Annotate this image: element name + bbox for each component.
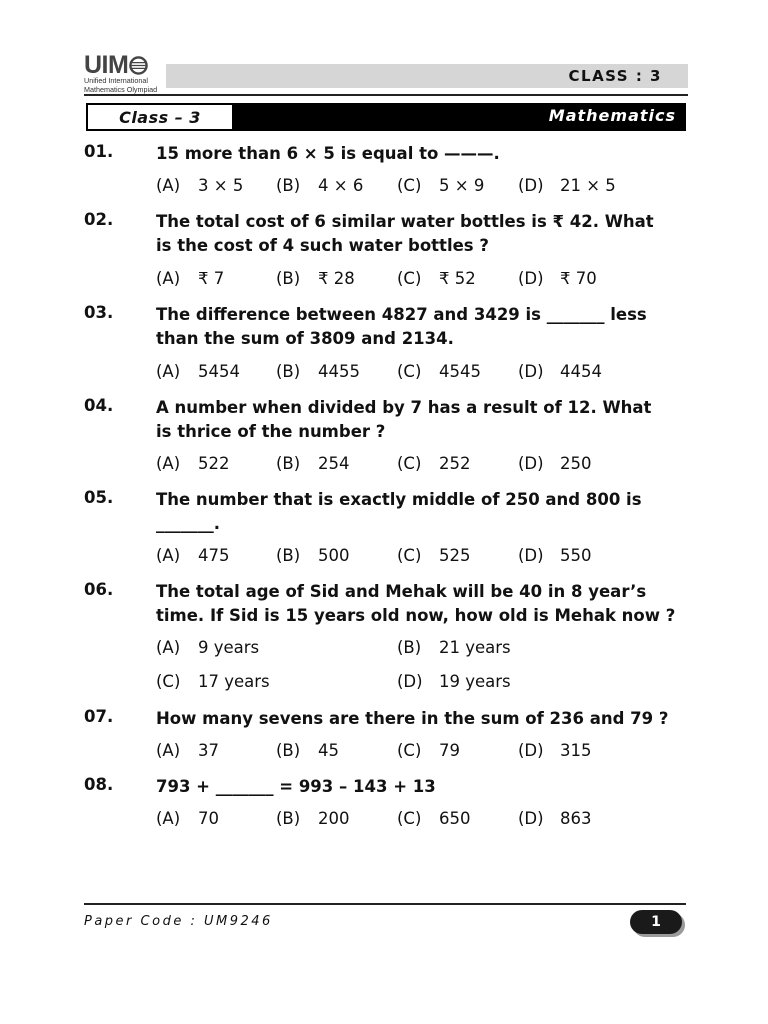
question-4 [84, 396, 688, 473]
option-label: (D) [518, 546, 544, 565]
option-value: 17 years [198, 672, 270, 691]
logo-mark [84, 51, 166, 79]
option-label: (C) [397, 454, 422, 473]
question-number: 01. [84, 142, 114, 161]
option-a[interactable] [156, 546, 230, 565]
option-value: 45 [318, 741, 339, 760]
option-a[interactable] [156, 454, 230, 473]
option-value: ₹ 28 [318, 269, 355, 288]
question-3 [84, 303, 688, 381]
option-label: (D) [518, 741, 544, 760]
option-value: 4455 [318, 362, 360, 381]
option-value: 19 years [439, 672, 511, 691]
option-b[interactable] [276, 741, 339, 760]
option-value: 254 [318, 454, 350, 473]
question-number: 03. [84, 303, 114, 322]
question-2 [84, 210, 688, 288]
option-label: (C) [397, 362, 422, 381]
option-value: 4454 [560, 362, 602, 381]
option-label: (A) [156, 546, 181, 565]
option-label: (B) [276, 362, 301, 381]
question-line: time. If Sid is 15 years old now, how old is Mehak now ? [156, 606, 676, 625]
header-rule [84, 94, 688, 96]
option-label: (B) [276, 176, 301, 195]
option-b[interactable] [276, 176, 363, 195]
option-value: 315 [560, 741, 592, 760]
question-line: The difference between 4827 and 3429 is _______ less [156, 305, 647, 324]
option-a[interactable] [156, 362, 240, 381]
option-b[interactable] [397, 638, 511, 657]
option-value: 4545 [439, 362, 481, 381]
option-value: 3 × 5 [198, 176, 244, 195]
option-a[interactable] [156, 809, 219, 828]
globe-icon [129, 56, 148, 75]
option-d[interactable] [518, 546, 592, 565]
question-line: A number when divided by 7 has a result of 12. What [156, 398, 652, 417]
option-c[interactable] [397, 176, 484, 195]
option-value: 4 × 6 [318, 176, 364, 195]
option-c[interactable] [156, 672, 270, 691]
question-7 [84, 707, 688, 760]
question-line: How many sevens are there in the sum of 236 and 79 ? [156, 709, 669, 728]
question-6 [84, 580, 688, 691]
option-label: (A) [156, 269, 181, 288]
option-label: (D) [518, 269, 544, 288]
option-label: (D) [518, 362, 544, 381]
option-b[interactable] [276, 269, 355, 288]
option-d[interactable] [518, 741, 592, 760]
question-text [156, 488, 688, 536]
option-c[interactable] [397, 454, 471, 473]
option-label: (B) [276, 809, 301, 828]
logo-subtitle-2: Mathematics Olympiad [84, 85, 158, 94]
option-label: (C) [397, 809, 422, 828]
logo-text: UIM [84, 51, 129, 79]
option-value: 522 [198, 454, 230, 473]
question-text [156, 775, 688, 799]
option-value: 79 [439, 741, 460, 760]
page-number: 1 [630, 910, 682, 934]
question-line: is the cost of 4 such water bottles ? [156, 236, 489, 255]
footer-rule [84, 903, 686, 905]
option-label: (A) [156, 809, 181, 828]
option-value: 252 [439, 454, 471, 473]
option-value: 21 × 5 [560, 176, 616, 195]
question-text [156, 580, 688, 628]
option-label: (C) [397, 269, 422, 288]
option-label: (C) [397, 176, 422, 195]
option-d[interactable] [518, 362, 602, 381]
option-value: 500 [318, 546, 350, 565]
option-c[interactable] [397, 546, 471, 565]
class-strip [166, 64, 688, 88]
option-b[interactable] [276, 362, 360, 381]
logo-subtitle-1: Unified International [84, 76, 148, 85]
option-value: 550 [560, 546, 592, 565]
option-value: 5454 [198, 362, 240, 381]
option-label: (A) [156, 638, 181, 657]
question-line: than the sum of 3809 and 2134. [156, 329, 454, 348]
option-label: (B) [276, 546, 301, 565]
option-label: (A) [156, 454, 181, 473]
question-text [156, 396, 688, 444]
option-a[interactable] [156, 741, 219, 760]
question-line: The total cost of 6 similar water bottles is ₹ 42. What [156, 212, 654, 231]
option-value: 650 [439, 809, 471, 828]
question-number: 02. [84, 210, 114, 229]
option-value: 5 × 9 [439, 176, 485, 195]
question-text [156, 303, 688, 351]
option-label: (A) [156, 176, 181, 195]
question-text [156, 707, 688, 731]
option-d[interactable] [518, 454, 592, 473]
question-8 [84, 775, 688, 828]
option-value: 37 [198, 741, 219, 760]
option-value: ₹ 52 [439, 269, 476, 288]
option-label: (D) [518, 454, 544, 473]
question-number: 05. [84, 488, 114, 507]
option-value: 863 [560, 809, 592, 828]
option-c[interactable] [397, 741, 460, 760]
option-b[interactable] [276, 546, 350, 565]
option-c[interactable] [397, 809, 471, 828]
question-number: 08. [84, 775, 114, 794]
question-line: is thrice of the number ? [156, 422, 386, 441]
option-label: (D) [397, 672, 423, 691]
class-label: CLASS : 3 [568, 67, 662, 85]
question-text [156, 142, 688, 166]
option-label: (D) [518, 809, 544, 828]
question-line: The number that is exactly middle of 250 and 800 is [156, 490, 642, 509]
logo [84, 51, 166, 98]
option-label: (A) [156, 741, 181, 760]
class-title: Class – 3 [88, 105, 232, 129]
option-value: ₹ 7 [198, 269, 225, 288]
question-1 [84, 142, 688, 195]
option-label: (B) [276, 454, 301, 473]
question-number: 04. [84, 396, 114, 415]
question-5 [84, 488, 688, 565]
option-value: 9 years [198, 638, 260, 657]
option-d[interactable] [518, 809, 592, 828]
option-label: (B) [397, 638, 422, 657]
option-value: 250 [560, 454, 592, 473]
option-label: (B) [276, 269, 301, 288]
option-value: 525 [439, 546, 471, 565]
option-value: 21 years [439, 638, 511, 657]
option-a[interactable] [156, 638, 259, 657]
question-line: 15 more than 6 × 5 is equal to ———. [156, 144, 500, 163]
question-line: The total age of Sid and Mehak will be 40 in 8 year’s [156, 582, 647, 601]
option-a[interactable] [156, 176, 243, 195]
option-d[interactable] [518, 269, 597, 288]
option-label: (C) [397, 546, 422, 565]
question-number: 07. [84, 707, 114, 726]
option-label: (A) [156, 362, 181, 381]
option-value: ₹ 70 [560, 269, 597, 288]
question-line: 793 + _______ = 993 – 143 + 13 [156, 777, 436, 796]
question-text [156, 210, 688, 258]
option-c[interactable] [397, 269, 476, 288]
option-label: (C) [156, 672, 181, 691]
option-b[interactable] [276, 454, 350, 473]
subject-title: Mathematics [548, 106, 676, 125]
option-label: (D) [518, 176, 544, 195]
option-d[interactable] [397, 672, 511, 691]
option-value: 200 [318, 809, 350, 828]
option-value: 475 [198, 546, 230, 565]
paper-code: Paper Code : UM9246 [84, 914, 273, 929]
question-line: _______. [156, 514, 221, 533]
option-b[interactable] [276, 809, 350, 828]
option-label: (B) [276, 741, 301, 760]
option-a[interactable] [156, 269, 224, 288]
question-number: 06. [84, 580, 114, 599]
option-c[interactable] [397, 362, 481, 381]
option-d[interactable] [518, 176, 616, 195]
option-label: (C) [397, 741, 422, 760]
option-value: 70 [198, 809, 219, 828]
